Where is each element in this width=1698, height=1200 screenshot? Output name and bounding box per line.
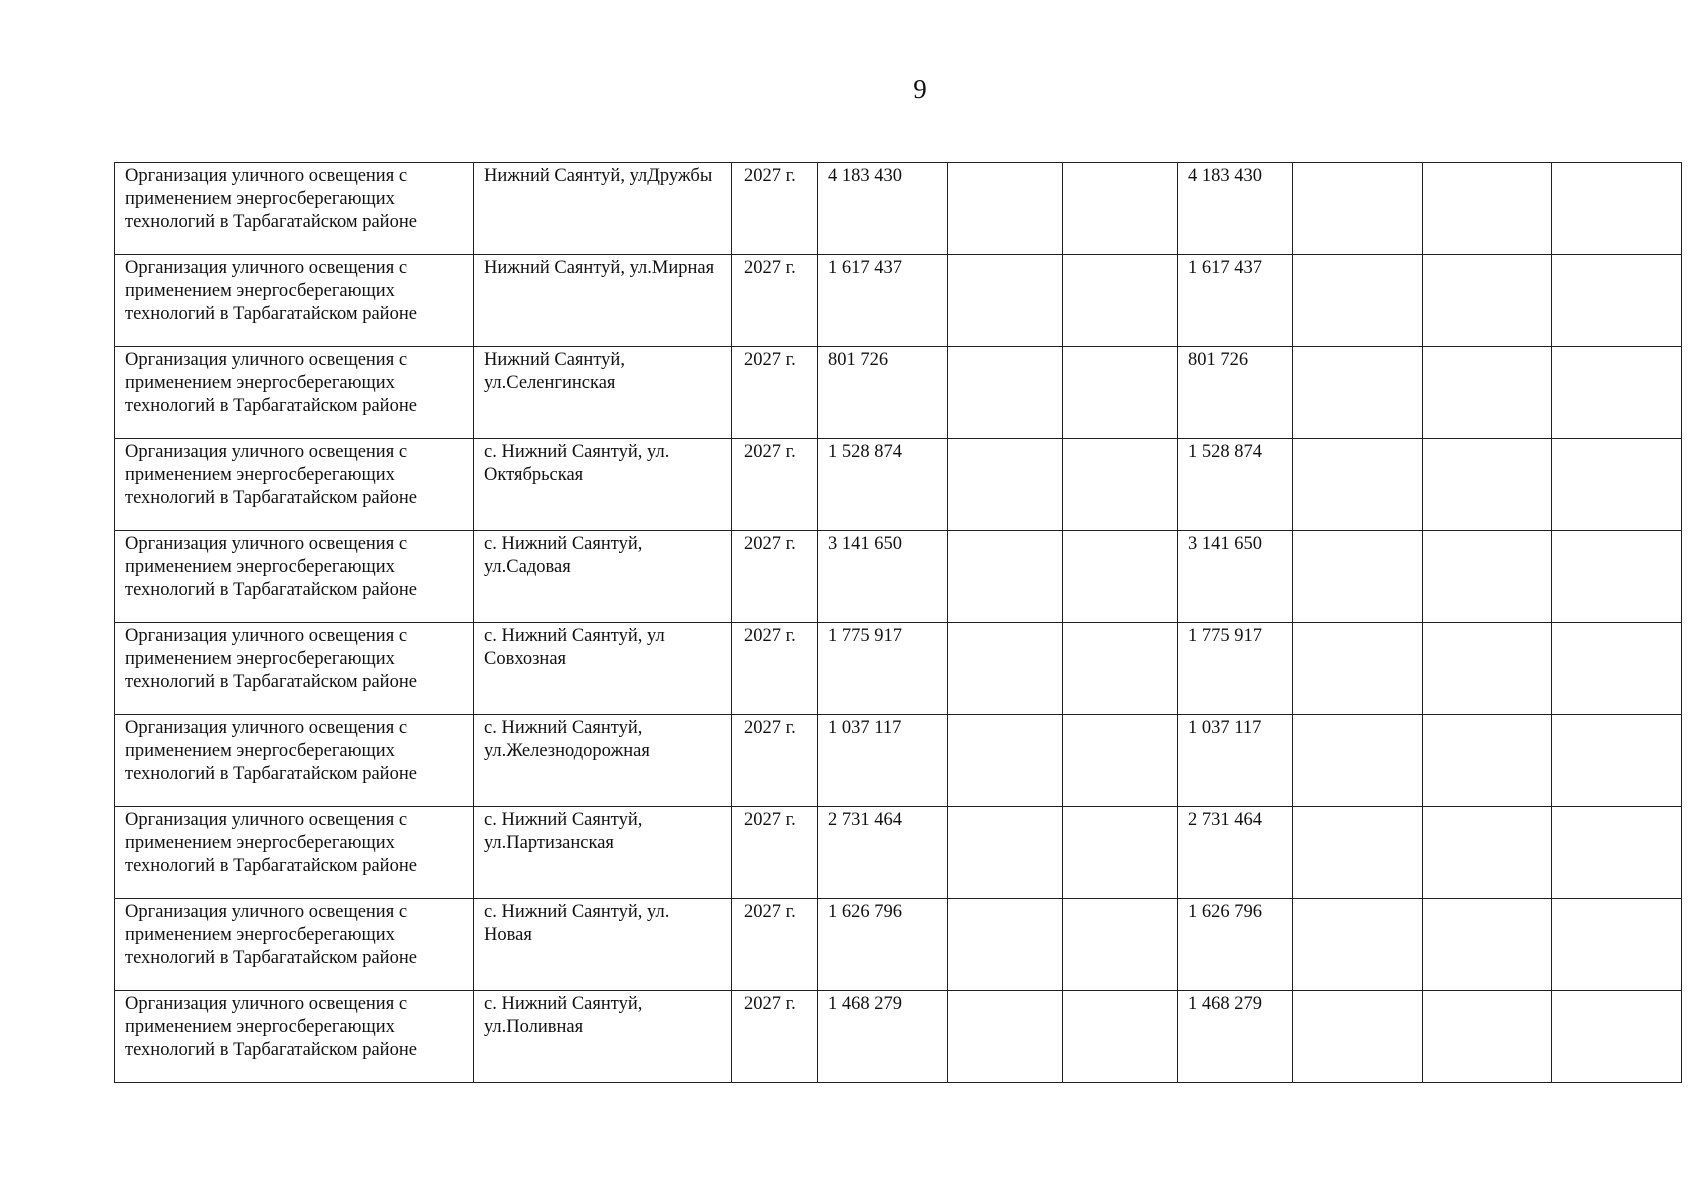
table-row [115, 715, 1682, 807]
cell-empty [1423, 991, 1552, 1083]
cell-empty [948, 531, 1063, 623]
cell-empty [1293, 715, 1423, 807]
cell-location: Нижний Саянтуй, ул.Селенгинская [474, 347, 732, 439]
cell-total-amount: 1 617 437 [818, 255, 948, 347]
cell-amount: 1 617 437 [1178, 255, 1293, 347]
cell-empty [1293, 807, 1423, 899]
cell-total-amount: 801 726 [818, 347, 948, 439]
cell-empty [1423, 807, 1552, 899]
cell-empty [1423, 715, 1552, 807]
cell-empty [948, 347, 1063, 439]
cell-year: 2027 г. [732, 439, 818, 531]
cell-location: с. Нижний Саянтуй, ул. Октябрьская [474, 439, 732, 531]
table-row [115, 531, 1682, 623]
cell-amount: 801 726 [1178, 347, 1293, 439]
cell-total-amount: 1 037 117 [818, 715, 948, 807]
cell-amount: 1 468 279 [1178, 991, 1293, 1083]
cell-total-amount: 3 141 650 [818, 531, 948, 623]
cell-empty [1293, 899, 1423, 991]
cell-year: 2027 г. [732, 807, 818, 899]
cell-location: с. Нижний Саянтуй, ул.Железнодорожная [474, 715, 732, 807]
cell-empty [1552, 255, 1682, 347]
cell-location: с. Нижний Саянтуй, ул. Новая [474, 899, 732, 991]
cell-amount: 1 037 117 [1178, 715, 1293, 807]
cell-year: 2027 г. [732, 715, 818, 807]
cell-empty [948, 899, 1063, 991]
cell-empty [948, 807, 1063, 899]
cell-empty [1293, 623, 1423, 715]
cell-empty [948, 715, 1063, 807]
cell-empty [1552, 347, 1682, 439]
table-body [115, 163, 1682, 1083]
table-row [115, 439, 1682, 531]
table-row [115, 163, 1682, 255]
cell-empty [1552, 439, 1682, 531]
table-row [115, 899, 1682, 991]
cell-empty [1552, 163, 1682, 255]
cell-total-amount: 1 468 279 [818, 991, 948, 1083]
cell-empty [948, 623, 1063, 715]
cell-empty [1552, 531, 1682, 623]
cell-total-amount: 1 775 917 [818, 623, 948, 715]
cell-empty [1423, 439, 1552, 531]
cell-location: с. Нижний Саянтуй, ул.Партизанская [474, 807, 732, 899]
cell-empty [1552, 807, 1682, 899]
cell-empty [948, 163, 1063, 255]
cell-amount: 1 528 874 [1178, 439, 1293, 531]
cell-empty [1423, 531, 1552, 623]
table-row [115, 991, 1682, 1083]
cell-year: 2027 г. [732, 255, 818, 347]
cell-empty [1293, 439, 1423, 531]
cell-total-amount: 4 183 430 [818, 163, 948, 255]
cell-empty [1552, 623, 1682, 715]
cell-empty [1423, 163, 1552, 255]
cell-project-name: Организация уличного освещения с применением энергосберегающих технологий в Тарбагатайском районе [115, 255, 474, 347]
cell-total-amount: 1 528 874 [818, 439, 948, 531]
cell-year: 2027 г. [732, 531, 818, 623]
cell-empty [1293, 255, 1423, 347]
cell-total-amount: 1 626 796 [818, 899, 948, 991]
cell-empty [1293, 347, 1423, 439]
cell-location: с. Нижний Саянтуй, ул.Садовая [474, 531, 732, 623]
cell-year: 2027 г. [732, 623, 818, 715]
cell-project-name: Организация уличного освещения с применением энергосберегающих технологий в Тарбагатайском районе [115, 531, 474, 623]
cell-empty [1423, 255, 1552, 347]
cell-year: 2027 г. [732, 347, 818, 439]
table-row [115, 807, 1682, 899]
page-number: 9 [913, 74, 927, 104]
cell-empty [1293, 163, 1423, 255]
cell-empty [1063, 991, 1178, 1083]
table-row [115, 623, 1682, 715]
cell-empty [1063, 531, 1178, 623]
cell-total-amount: 2 731 464 [818, 807, 948, 899]
cell-empty [1063, 255, 1178, 347]
cell-project-name: Организация уличного освещения с применением энергосберегающих технологий в Тарбагатайском районе [115, 807, 474, 899]
cell-project-name: Организация уличного освещения с применением энергосберегающих технологий в Тарбагатайском районе [115, 715, 474, 807]
cell-amount: 1 626 796 [1178, 899, 1293, 991]
cell-project-name: Организация уличного освещения с применением энергосберегающих технологий в Тарбагатайском районе [115, 439, 474, 531]
cell-empty [1293, 531, 1423, 623]
cell-empty [1423, 899, 1552, 991]
cell-amount: 4 183 430 [1178, 163, 1293, 255]
cell-amount: 1 775 917 [1178, 623, 1293, 715]
cell-empty [1423, 623, 1552, 715]
cell-year: 2027 г. [732, 899, 818, 991]
cell-location: с. Нижний Саянтуй, ул.Поливная [474, 991, 732, 1083]
cell-project-name: Организация уличного освещения с применением энергосберегающих технологий в Тарбагатайском районе [115, 163, 474, 255]
cell-empty [1552, 899, 1682, 991]
cell-empty [1063, 623, 1178, 715]
cell-empty [1293, 991, 1423, 1083]
cell-empty [1063, 347, 1178, 439]
cell-empty [1063, 715, 1178, 807]
cell-project-name: Организация уличного освещения с применением энергосберегающих технологий в Тарбагатайском районе [115, 623, 474, 715]
cell-empty [948, 255, 1063, 347]
cell-location: Нижний Саянтуй, ул.Мирная [474, 255, 732, 347]
cell-location: с. Нижний Саянтуй, ул Совхозная [474, 623, 732, 715]
cell-empty [1063, 807, 1178, 899]
cell-year: 2027 г. [732, 991, 818, 1083]
table-row [115, 347, 1682, 439]
cell-empty [1552, 715, 1682, 807]
cell-project-name: Организация уличного освещения с применением энергосберегающих технологий в Тарбагатайском районе [115, 899, 474, 991]
funding-table [114, 162, 1682, 1083]
cell-empty [948, 439, 1063, 531]
cell-empty [1552, 991, 1682, 1083]
cell-empty [1063, 899, 1178, 991]
cell-project-name: Организация уличного освещения с применением энергосберегающих технологий в Тарбагатайском районе [115, 347, 474, 439]
cell-empty [1063, 163, 1178, 255]
cell-amount: 2 731 464 [1178, 807, 1293, 899]
cell-location: Нижний Саянтуй, улДружбы [474, 163, 732, 255]
cell-empty [1063, 439, 1178, 531]
cell-empty [1423, 347, 1552, 439]
cell-empty [948, 991, 1063, 1083]
cell-amount: 3 141 650 [1178, 531, 1293, 623]
cell-year: 2027 г. [732, 163, 818, 255]
table-row [115, 255, 1682, 347]
cell-project-name: Организация уличного освещения с применением энергосберегающих технологий в Тарбагатайском районе [115, 991, 474, 1083]
